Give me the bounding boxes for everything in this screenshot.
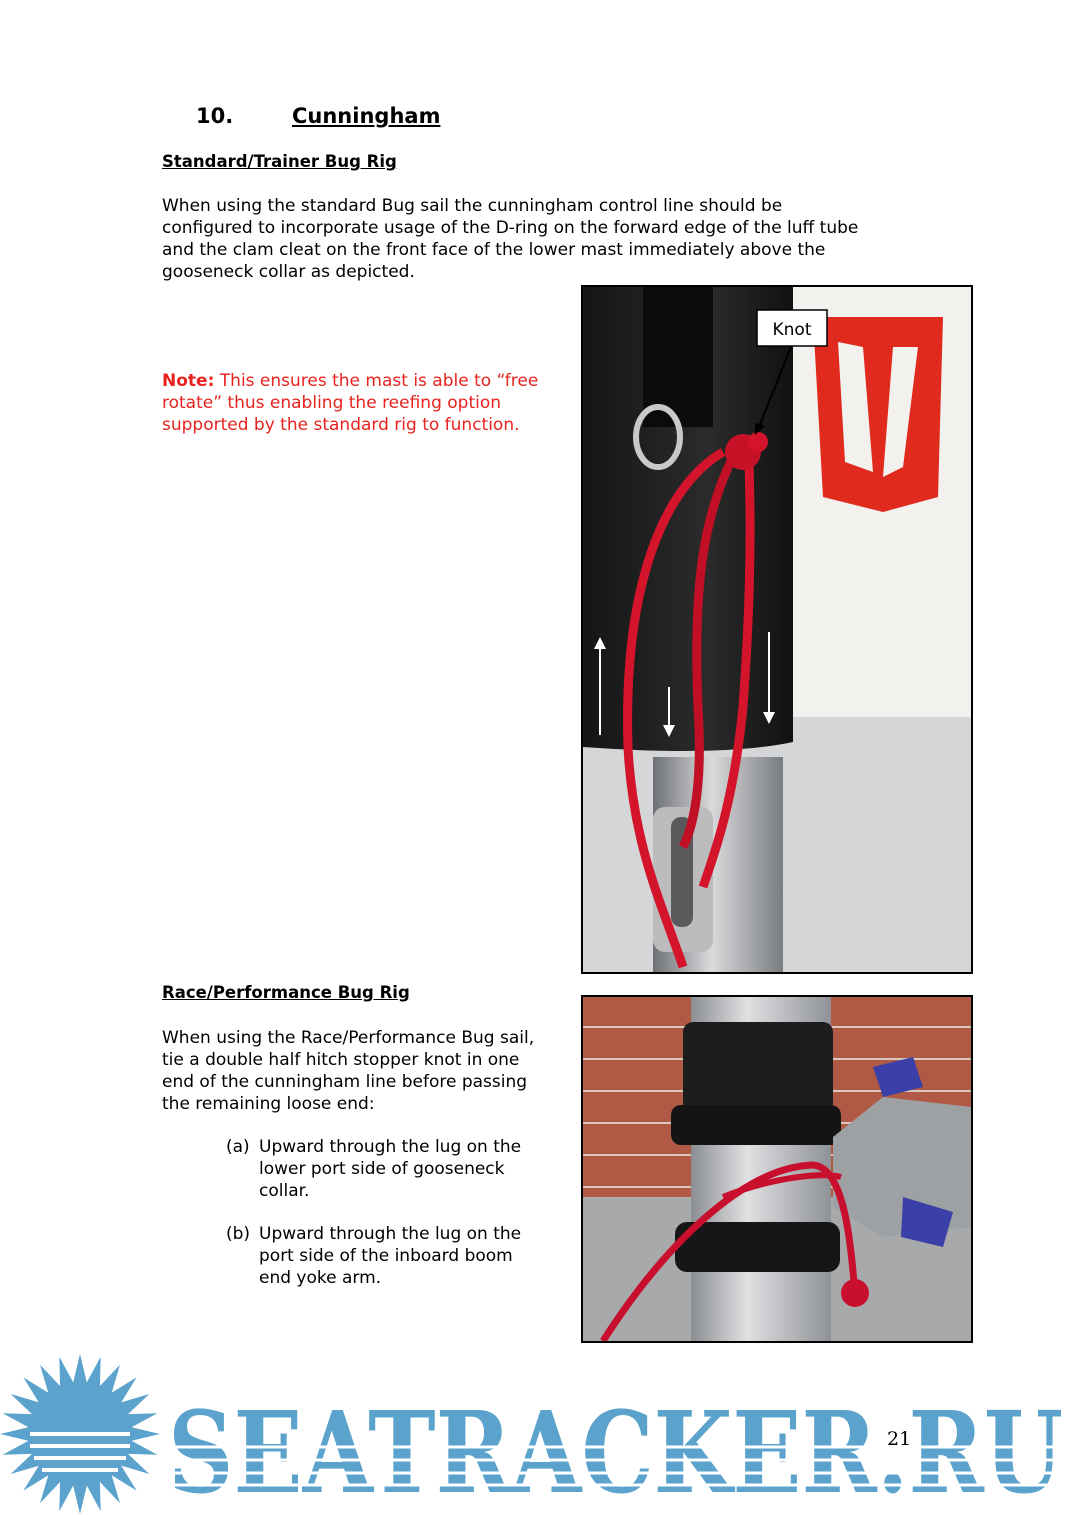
note-line: supported by the standard rig to function. bbox=[162, 415, 520, 435]
paragraph-line: end of the cunningham line before passing bbox=[162, 1072, 528, 1092]
race-rig-heading: Race/Performance Bug Rig bbox=[162, 983, 410, 1002]
list-item-line: collar. bbox=[259, 1181, 310, 1201]
list-item bbox=[226, 1136, 566, 1206]
list-item-line: lower port side of gooseneck bbox=[259, 1159, 505, 1179]
list-item-line: Upward through the lug on the bbox=[259, 1224, 522, 1244]
gooseneck-collar-photo bbox=[581, 995, 973, 1343]
paragraph-line: the remaining loose end: bbox=[162, 1094, 375, 1114]
mast-dring-photo bbox=[581, 285, 973, 974]
list-item-marker: (a) bbox=[226, 1137, 250, 1157]
note-line: rotate” thus enabling the reefing option bbox=[162, 393, 502, 413]
list-item-line: Upward through the lug on the bbox=[259, 1137, 522, 1157]
watermark-text: SEATRACKER.RU bbox=[168, 1388, 1063, 1515]
section-title: Cunningham bbox=[292, 104, 441, 128]
note-label: Note: bbox=[162, 371, 215, 391]
section-number: 10. bbox=[196, 104, 234, 128]
paragraph-line: When using the Race/Performance Bug sail, bbox=[162, 1028, 535, 1048]
rotation-note bbox=[162, 370, 572, 436]
note-text: This ensures the mast is able to “free bbox=[214, 371, 539, 391]
sun-logo-icon bbox=[0, 1354, 160, 1514]
list-item bbox=[226, 1223, 566, 1293]
list-item-line: port side of the inboard boom bbox=[259, 1246, 513, 1266]
seatracker-watermark bbox=[0, 1352, 1080, 1515]
list-item-marker: (b) bbox=[226, 1224, 251, 1244]
paragraph-line: When using the standard Bug sail the cunningham control line should be bbox=[162, 196, 783, 216]
page-number: 21 bbox=[887, 1428, 912, 1450]
paragraph-line: and the clam cleat on the front face of the lower mast immediately above the bbox=[162, 240, 826, 260]
knot-callout-label: Knot bbox=[772, 320, 812, 340]
race-rig-paragraph bbox=[162, 1027, 572, 1115]
standard-rig-heading: Standard/Trainer Bug Rig bbox=[162, 152, 397, 171]
paragraph-line: gooseneck collar as depicted. bbox=[162, 262, 415, 282]
note-line bbox=[162, 370, 572, 392]
paragraph-line: configured to incorporate usage of the D-ring on the forward edge of the luff tube bbox=[162, 218, 859, 238]
list-item-line: end yoke arm. bbox=[259, 1268, 382, 1288]
standard-rig-paragraph bbox=[162, 195, 922, 283]
paragraph-line: tie a double half hitch stopper knot in one bbox=[162, 1050, 520, 1070]
